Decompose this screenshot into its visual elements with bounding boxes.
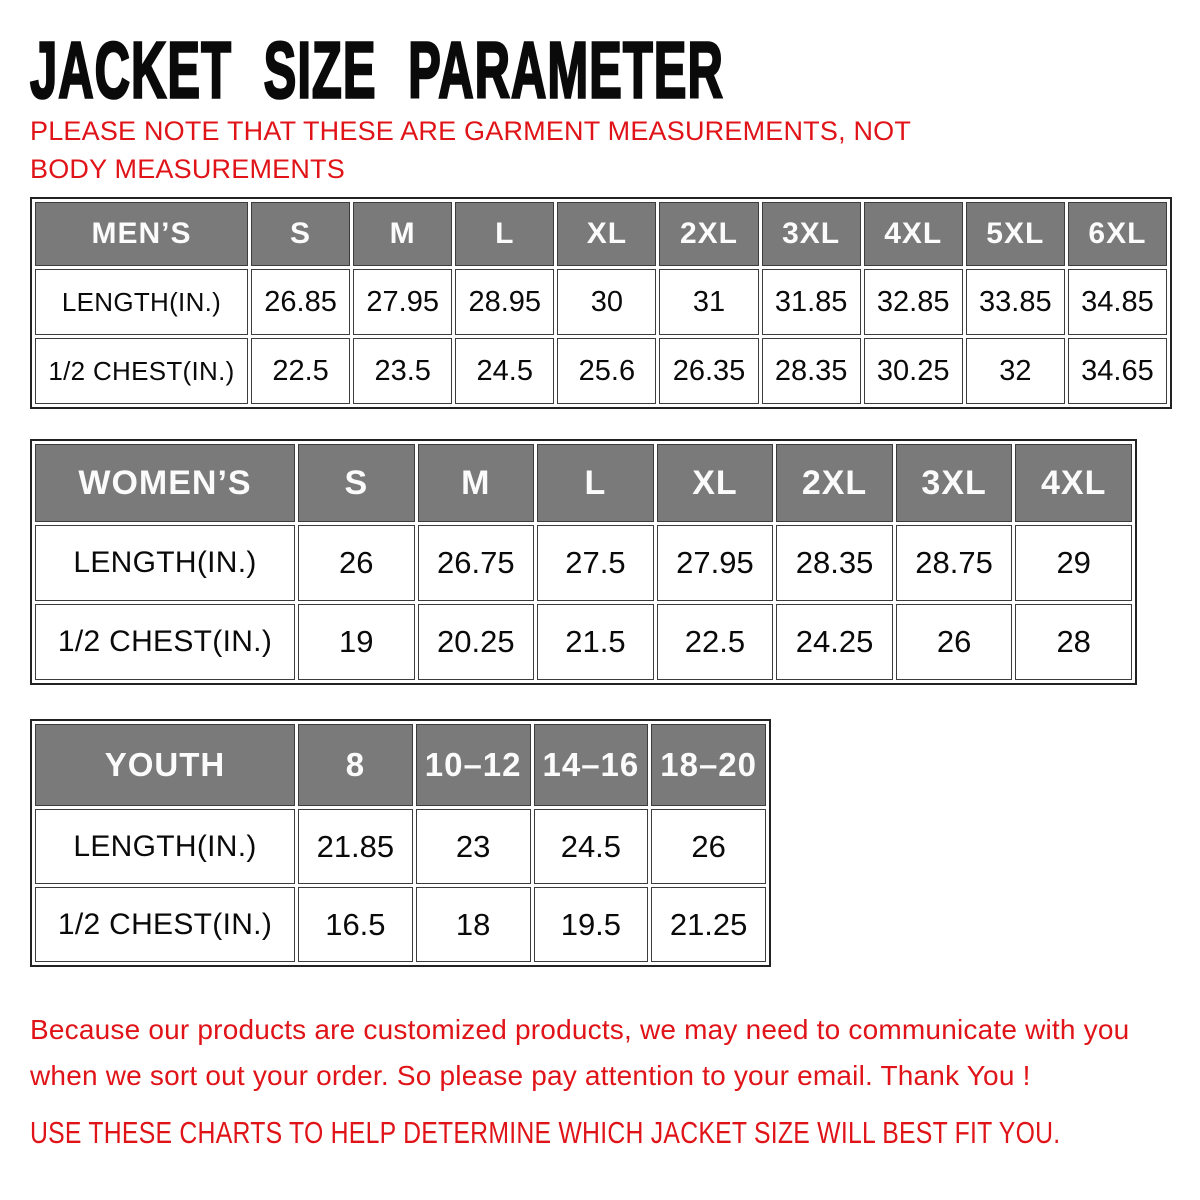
value-cell: 21.5	[537, 604, 654, 680]
header-row	[35, 444, 1132, 522]
value-cell: 34.85	[1068, 269, 1167, 335]
table-row	[35, 525, 1132, 601]
value-cell: 20.25	[418, 604, 535, 680]
value-cell: 23.5	[353, 338, 452, 404]
value-cell: 26	[298, 525, 415, 601]
value-cell: 33.85	[966, 269, 1065, 335]
value-cell: 34.65	[1068, 338, 1167, 404]
value-cell: 19.5	[534, 887, 649, 962]
size-header-cell: 5XL	[966, 202, 1065, 266]
header-row	[35, 724, 766, 806]
value-cell: 22.5	[251, 338, 350, 404]
value-cell: 28.95	[455, 269, 554, 335]
value-cell: 24.25	[776, 604, 893, 680]
size-header-cell: S	[298, 444, 415, 522]
row-label-cell: 1/2 CHEST(IN.)	[35, 338, 248, 404]
value-cell: 26	[651, 809, 766, 884]
value-cell: 32	[966, 338, 1065, 404]
size-table-womens	[30, 439, 1137, 685]
header-row	[35, 202, 1167, 266]
page-title: JACKET SIZE PARAMETER	[30, 27, 724, 116]
value-cell: 30.25	[864, 338, 963, 404]
table-title-cell: MEN’S	[35, 202, 248, 266]
value-cell: 22.5	[657, 604, 774, 680]
table-row	[35, 338, 1167, 404]
value-cell: 31	[659, 269, 758, 335]
row-label-cell: LENGTH(IN.)	[35, 269, 248, 335]
value-cell: 30	[557, 269, 656, 335]
table-title-cell: YOUTH	[35, 724, 295, 806]
size-table-mens	[30, 197, 1172, 409]
measurement-note: PLEASE NOTE THAT THESE ARE GARMENT MEASUREMENTS, NOT BODY MEASUREMENTS	[30, 116, 911, 184]
size-header-cell: 2XL	[776, 444, 893, 522]
table-row	[35, 809, 766, 884]
value-cell: 28.75	[896, 525, 1013, 601]
size-header-cell: L	[537, 444, 654, 522]
size-header-cell: 3XL	[896, 444, 1013, 522]
value-cell: 27.95	[353, 269, 452, 335]
size-header-cell: 4XL	[1015, 444, 1132, 522]
value-cell: 32.85	[864, 269, 963, 335]
table-row	[35, 887, 766, 962]
value-cell: 31.85	[762, 269, 861, 335]
value-cell: 27.5	[537, 525, 654, 601]
row-label-cell: 1/2 CHEST(IN.)	[35, 887, 295, 962]
value-cell: 28.35	[776, 525, 893, 601]
value-cell: 28.35	[762, 338, 861, 404]
size-header-cell: 3XL	[762, 202, 861, 266]
size-header-cell: 14–16	[534, 724, 649, 806]
value-cell: 25.6	[557, 338, 656, 404]
size-header-cell: XL	[557, 202, 656, 266]
value-cell: 21.85	[298, 809, 413, 884]
size-header-cell: S	[251, 202, 350, 266]
size-header-cell: 8	[298, 724, 413, 806]
size-header-cell: 4XL	[864, 202, 963, 266]
size-header-cell: 18–20	[651, 724, 766, 806]
value-cell: 21.25	[651, 887, 766, 962]
value-cell: 26.75	[418, 525, 535, 601]
size-table-youth	[30, 719, 771, 967]
table-row	[35, 604, 1132, 680]
size-header-cell: L	[455, 202, 554, 266]
footer-note: Because our products are customized products, we may need to communicate with you when we sort out your order. So please pay attention to your email. Thank You !	[30, 1014, 1130, 1091]
row-label-cell: LENGTH(IN.)	[35, 525, 295, 601]
size-header-cell: XL	[657, 444, 774, 522]
value-cell: 16.5	[298, 887, 413, 962]
size-header-cell: 6XL	[1068, 202, 1167, 266]
table-row	[35, 269, 1167, 335]
table-title-cell: WOMEN’S	[35, 444, 295, 522]
row-label-cell: 1/2 CHEST(IN.)	[35, 604, 295, 680]
value-cell: 23	[416, 809, 531, 884]
value-cell: 24.5	[534, 809, 649, 884]
value-cell: 29	[1015, 525, 1132, 601]
size-header-cell: 10–12	[416, 724, 531, 806]
value-cell: 26	[896, 604, 1013, 680]
size-header-cell: 2XL	[659, 202, 758, 266]
fit-advice: USE THESE CHARTS TO HELP DETERMINE WHICH JACKET SIZE WILL BEST FIT YOU.	[30, 1115, 1061, 1150]
value-cell: 28	[1015, 604, 1132, 680]
value-cell: 24.5	[455, 338, 554, 404]
value-cell: 27.95	[657, 525, 774, 601]
value-cell: 26.85	[251, 269, 350, 335]
size-header-cell: M	[353, 202, 452, 266]
value-cell: 19	[298, 604, 415, 680]
value-cell: 26.35	[659, 338, 758, 404]
size-header-cell: M	[418, 444, 535, 522]
row-label-cell: LENGTH(IN.)	[35, 809, 295, 884]
tables	[30, 197, 1180, 967]
value-cell: 18	[416, 887, 531, 962]
